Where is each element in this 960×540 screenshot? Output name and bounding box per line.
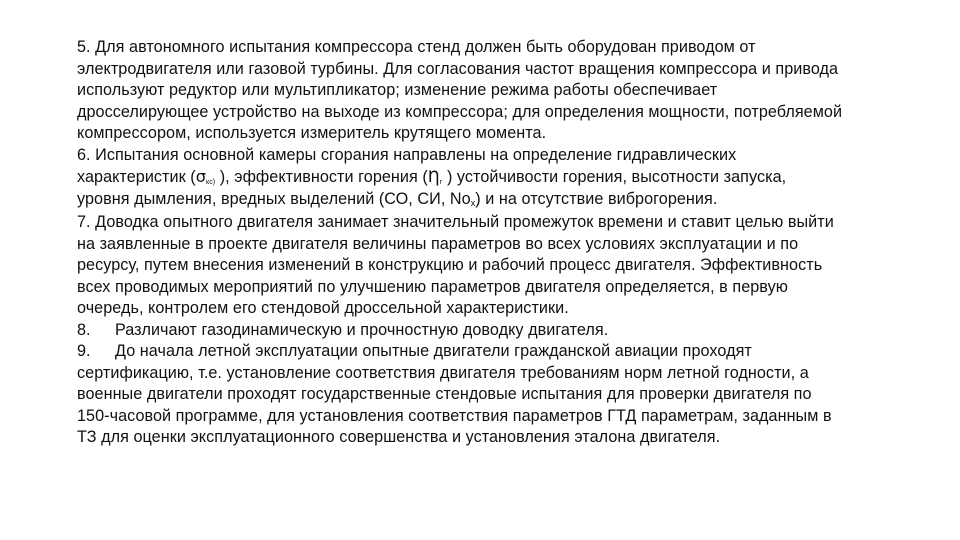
item7-line5: очередь, контролем его стендовой дроссельной характеристики. xyxy=(77,299,569,317)
paragraph-item-6 xyxy=(77,145,937,211)
item9-line3: военные двигатели проходят государственные стендовые испытания для проверки двигателя по xyxy=(77,385,812,403)
item5-line1: 5. Для автономного испытания компрессора стенд должен быть оборудован приводом от xyxy=(77,38,756,56)
item9-number: 9. xyxy=(77,342,91,360)
item6-line3-part-a: уровня дымления, вредных выделений (СО, СИ, No xyxy=(77,189,471,208)
item7-line2: на заявленные в проекте двигателя величины параметров во всех условиях эксплуатации и по xyxy=(77,234,799,253)
item7-line3: ресурсу, путем внесения изменений в конструкцию и рабочий процесс двигателя. Эффективность xyxy=(77,256,823,274)
nox-subscript: x xyxy=(470,197,476,208)
paragraph-item-7 xyxy=(77,212,937,320)
item5-line3: используют редуктор или мультипликатор; изменение режима работы обеспечивает xyxy=(77,81,718,99)
sigma-symbol: σ xyxy=(195,167,207,186)
sigma-subscript: кс) xyxy=(206,179,216,186)
paragraph-item-8 xyxy=(77,320,937,342)
item9-line1-text: До начала летной эксплуатации опытные двигатели гражданской авиации проходят xyxy=(115,342,752,360)
item9-line2: сертификацию, т.е. установление соответствия двигателя требованиям норм летной годности, а xyxy=(77,363,809,382)
paragraph-item-9 xyxy=(77,341,937,449)
item9-line4: 150-часовой программе, для установления соответствия параметров ГТД параметрам, заданным в xyxy=(77,406,832,425)
item6-line2-part-b: ), эффективности горения ( xyxy=(215,168,428,186)
item6-line3 xyxy=(77,189,937,211)
item5-line2: электродвигателя или газовой турбины. Для согласования частот вращения компрессора и привода xyxy=(77,59,839,78)
item9-line1 xyxy=(77,341,937,363)
item8-line1 xyxy=(77,320,937,342)
item5-line4: дросселирующее устройство на выходе из компрессора; для определения мощности, потребляемой xyxy=(77,102,843,121)
item6-line2-part-c: ) устойчивости горения, высотности запуска, xyxy=(442,168,787,186)
item5-line5: компрессором, используется измеритель крутящего момента. xyxy=(77,124,547,142)
eta-subscript: г xyxy=(439,179,443,186)
item6-line2-part-a: характеристик ( xyxy=(77,168,196,186)
item8-number: 8. xyxy=(77,320,91,339)
item9-line5: ТЗ для оценки эксплуатационного совершенства и установления эталона двигателя. xyxy=(77,428,721,446)
item6-line1: 6. Испытания основной камеры сгорания направлены на определение гидравлических xyxy=(77,145,737,164)
paragraph-item-5 xyxy=(77,37,937,145)
item6-line3-part-b: ) и на отсутствие виброгорения. xyxy=(475,189,718,208)
item7-line1: 7. Доводка опытного двигателя занимает значительный промежуток времени и ставит целью выйти xyxy=(77,213,834,231)
slide-body-text xyxy=(77,37,937,449)
item8-text: Различают газодинамическую и прочностную доводку двигателя. xyxy=(115,320,609,339)
eta-symbol: Ƞ xyxy=(427,167,440,186)
item6-line2 xyxy=(77,166,937,189)
item7-line4: всех проводимых мероприятий по улучшению параметров двигателя определяется, в первую xyxy=(77,277,788,296)
